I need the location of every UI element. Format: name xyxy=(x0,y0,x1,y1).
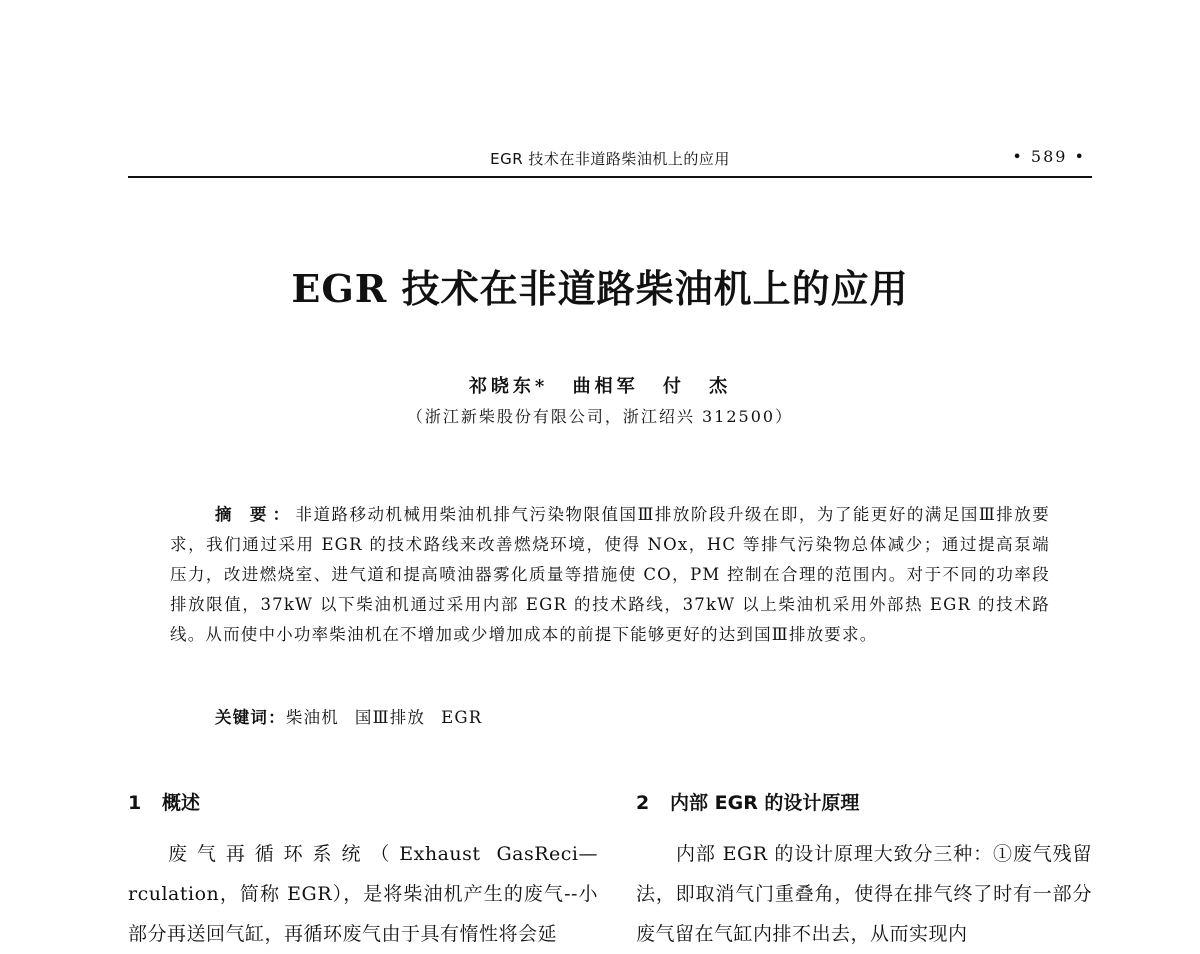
section-title: 概述 xyxy=(162,792,201,814)
running-header xyxy=(128,146,1092,178)
keywords xyxy=(215,704,498,728)
running-title: EGR 技术在非道路柴油机上的应用 xyxy=(490,150,730,168)
keyword-item: 柴油机 xyxy=(285,708,339,727)
section-heading-overview xyxy=(128,788,598,815)
author-list: 祁晓东* 曲相军 付 杰 xyxy=(468,376,732,397)
section-number: 2 xyxy=(636,792,650,814)
section-number: 1 xyxy=(128,792,142,814)
keywords-label: 关键词： xyxy=(215,708,286,727)
abstract-label: 摘 要： xyxy=(215,505,296,524)
keyword-item: 国Ⅲ排放 xyxy=(354,708,426,727)
section-title: 内部 EGR 的设计原理 xyxy=(670,792,860,814)
section-1-body: 废气再循环系统（Exhaust GasReci—rculation，简称 EGR），是将柴油机产生的废气--小部分再送回气缸，再循环废气由于具有惰性将会延 xyxy=(128,843,598,945)
paper-title: EGR 技术在非道路柴油机上的应用 xyxy=(291,266,909,311)
abstract-text: 非道路移动机械用柴油机排气污染物限值国Ⅲ排放阶段升级在即，为了能更好的满足国Ⅲ排放要求，我们通过采用 EGR 的技术路线来改善燃烧环境，使得 NOx，HC 等排气污染物总体减少；通过提高泵端压力，改进燃烧室、进气道和提高喷油器雾化质量等措施使 CO，PM 控制在合理的范围内。对于不同的功率段排放限值，37kW 以下柴油机通过采用内部 EGR 的技术路线，37kW 以上柴油机采用外部热 EGR 的技术路线。从而使中小功率柴油机在不增加或少增加成本的前提下能够更好的达到国Ⅲ排放要求。 xyxy=(170,505,1050,644)
section-2-body: 内部 EGR 的设计原理大致分三种：①废气残留法，即取消气门重叠角，使得在排气终了时有一部分废气留在气缸内排不出去，从而实现内 xyxy=(636,843,1092,945)
abstract xyxy=(170,500,1050,650)
section-heading-internal-egr xyxy=(636,788,1092,815)
affiliation: （浙江新柴股份有限公司，浙江绍兴 312500） xyxy=(406,407,794,426)
keyword-item: EGR xyxy=(441,708,483,727)
page-number: • 589 • xyxy=(1012,147,1086,166)
